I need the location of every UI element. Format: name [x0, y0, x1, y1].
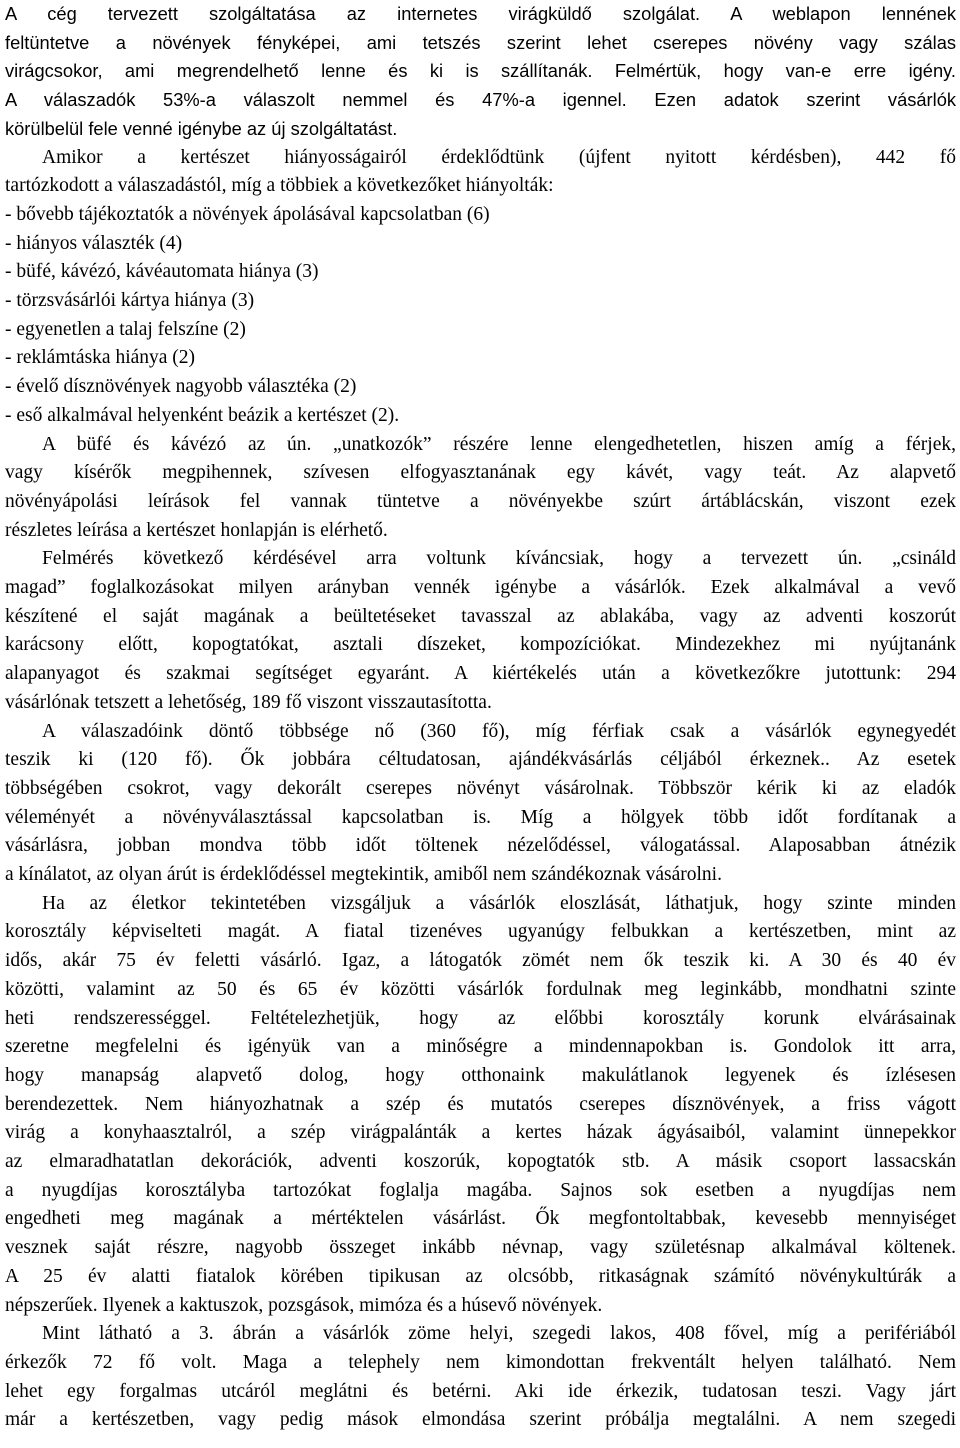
text-line: A cég tervezett szolgáltatása az internetes virágküldő szolgálat. A weblapon lennének — [5, 3, 956, 24]
text-line: teszik ki (120 fő). Ők jobbára céltudatosan, ajándékvásárlás céljából érkeznek.. Az esetek — [5, 749, 956, 771]
text-line: karácsony előtt, kopogtatókat, asztali díszeket, kompozíciókat. Mindezekhez mi nyújtanánk — [5, 634, 956, 656]
text-line: - bővebb tájékoztatók a növények ápolásával kapcsolatban (6) — [5, 203, 490, 225]
text-line: heti rendszerességgel. Feltételezhetjük, hogy az előbbi korosztály korunk elvárásainak — [5, 1007, 956, 1029]
text-line: a kínálatot, az olyan árút is érdeklődéssel megtekintik, amiből nem szándékoznak vásárolni. — [5, 864, 722, 885]
text-line: érkezők 72 fő volt. Maga a telephely nem kimondottan frekventált helyen található. Nem — [5, 1351, 956, 1373]
text-line: vásárlásra, jobban mondva több időt töltenek nézelődéssel, válogatással. Alaposabban átnézik — [5, 835, 956, 857]
text-line: tartózkodott a válaszadástól, míg a többiek a következőket hiányolták: — [5, 175, 554, 197]
text-line: vagy kísérők megpihennek, szívesen elfogyasztanának egy kávét, vagy teát. Az alapvető — [5, 462, 956, 484]
text-line: népszerűek. Ilyenek a kaktuszok, pozsgások, mimóza és a húsevő növények. — [5, 1294, 603, 1316]
text-line: Felmérés következő kérdésével arra voltunk kíváncsiak, hogy a tervezett ún. „csináld — [42, 548, 956, 570]
text-line: - törzsvásárlói kártya hiánya (3) — [5, 290, 255, 311]
text-line: - évelő dísznövények nagyobb választéka (2) — [5, 376, 357, 398]
text-line: növényápolási leírások fel vannak tüntetve a növényekbe szúrt ártáblácskán, viszont ezek — [5, 490, 956, 512]
text-line: vásárlónak tetszett a lehetőség, 189 fő viszont visszautasította. — [5, 691, 492, 713]
text-line: A válaszadóink döntő többsége nő (360 fő), míg férfiak csak a vásárlók egynegyedét — [42, 720, 956, 742]
text-line: a nyugdíjas korosztályba tartozókat foglalja magába. Sajnos sok esetben a nyugdíjas nem — [5, 1179, 956, 1201]
text-line: - eső alkalmával helyenként beázik a kertészet (2). — [5, 404, 400, 426]
text-line: szeretne megfelelni és igényük van a minőségre a mindennapokban is. Gondolok itt arra, — [5, 1036, 956, 1058]
text-line: A büfé és kávézó az ún. „unatkozók” részére lenne elengedhetetlen, hiszen amíg a férjek, — [42, 433, 956, 455]
text-line: közötti, valamint az 50 és 65 év közötti vásárlók fordulnak meg leginkább, mondhatni szinte — [5, 978, 956, 1000]
text-line: már a kertészetben, vagy pedig mások elmondása szerint próbálja megtalálni. A nem szegedi — [5, 1409, 956, 1431]
text-line: vesznek saját részre, nagyobb összeget inkább névnap, vagy születésnap alkalmával költenek. — [5, 1237, 956, 1259]
text-line: - reklámtáska hiánya (2) — [5, 347, 196, 369]
text-line: feltüntetve a növények fényképei, ami tetszés szerint lehet cserepes növény vagy szálas — [5, 31, 956, 53]
text-line: az elmaradhatatlan dekorációk, adventi koszorúk, kopogtatók stb. A másik csoport lassacskán — [5, 1151, 956, 1172]
text-line: Mint látható a 3. ábrán a vásárlók zöme helyi, szegedi lakos, 408 fővel, míg a perifériából — [42, 1323, 956, 1345]
text-line: virág a konyhaasztalról, a szép virágpalánták a kertes házak ágyásaiból, valamint ünnepekkor — [5, 1122, 956, 1144]
text-line: korosztály képviselteti magát. A fiatal tizenéves ugyanúgy felbukkan a kertészetben, mint az — [5, 921, 956, 943]
text-line: Amikor a kertészet hiányosságairól érdeklődtünk (újfent nyitott kérdésben), 442 fő — [42, 146, 956, 168]
text-line: idős, akár 75 év feletti vásárló. Igaz, a látogatók zömét nem ők teszik ki. A 30 és 40 év — [5, 950, 956, 972]
text-line: alapanyagot és szakmai segítséget egyaránt. A kiértékelés után a következőkre jutottunk: 294 — [5, 663, 956, 685]
text-line: magad” foglalkozásokat milyen arányban vennék igénybe a vásárlók. Ezek alkalmával a vevő — [5, 577, 956, 598]
text-line: Ha az életkor tekintetében vizsgáljuk a vásárlók eloszlását, láthatjuk, hogy szinte minden — [42, 892, 956, 914]
text-line: lehet egy forgalmas utcáról meglátni és betérni. Aki ide érkezik, tudatosan teszi. Vagy járt — [5, 1380, 956, 1402]
text-line: hogy manapság alapvető dolog, hogy otthonaink makulátlanok legyenek és ízlésesen — [5, 1064, 956, 1086]
text-line: - hiányos választék (4) — [5, 232, 183, 254]
text-line: virágcsokor, ami megrendelhető lenne és ki is szállítanák. Felmértük, hogy van-e erre igény. — [5, 60, 956, 82]
text-line: A válaszadók 53%-a válaszolt nemmel és 47%-a igennel. Ezen adatok szerint vásárlók — [5, 89, 956, 111]
text-line: többségében csokrot, vagy dekorált cserepes növényt vásárolnak. Többször kérik ki az eladók — [5, 777, 956, 799]
text-line: - egyenetlen a talaj felszíne (2) — [5, 318, 246, 340]
text-line: véleményét a növényválasztással kapcsolatban is. Míg a hölgyek több időt fordítanak a — [5, 806, 956, 828]
text-line: készítené el saját magának a beültetéseket tavasszal az ablakába, vagy az adventi koszorút — [5, 605, 956, 627]
text-line: körülbelül fele venné igénybe az új szolgáltatást. — [5, 117, 398, 139]
text-line: A 25 év alatti fiatalok körében tipikusan az olcsóbb, ritkaságnak számító növénykultúrák a — [5, 1265, 956, 1287]
text-line: berendezettek. Nem hiányozhatnak a szép és mutatós cserepes dísznövények, a friss vágott — [5, 1093, 956, 1115]
text-line: engedheti meg magának a mértéktelen vásárlást. Ők megfontoltabbak, kevesebb mennyiséget — [5, 1208, 956, 1230]
text-line: - büfé, kávézó, kávéautomata hiánya (3) — [5, 261, 319, 283]
text-line: részletes leírása a kertészet honlapján is elérhető. — [5, 519, 388, 541]
